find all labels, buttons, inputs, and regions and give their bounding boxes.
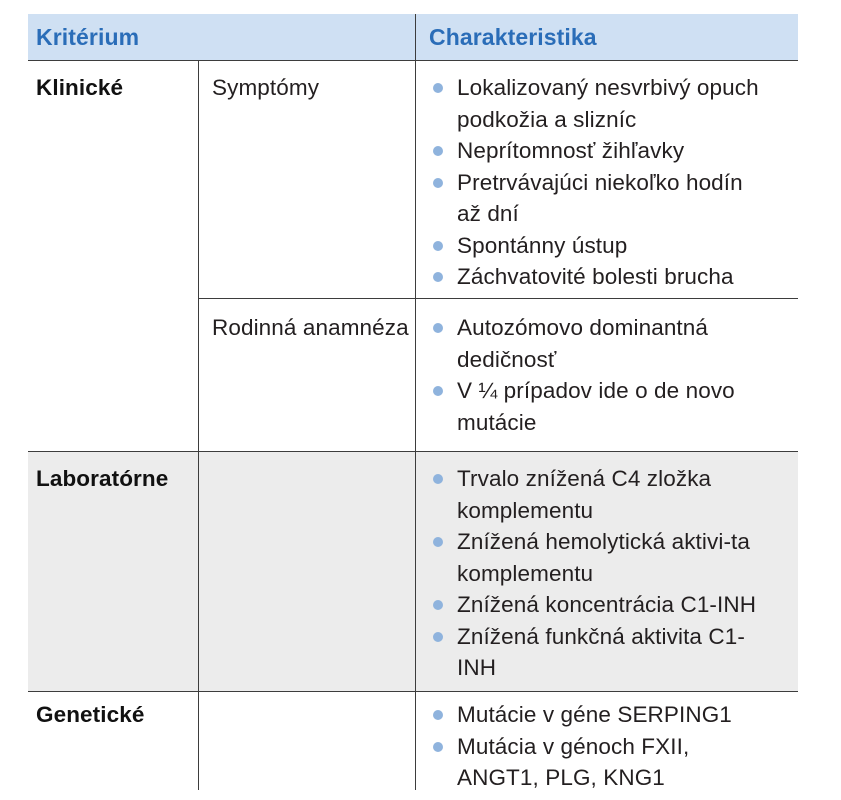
divider: [28, 691, 798, 692]
bullet-icon: [433, 632, 443, 642]
divider: [415, 14, 416, 790]
genetic-list: [429, 699, 769, 794]
bullet-icon: [433, 474, 443, 484]
list-item: Spontánny ústup: [429, 230, 769, 262]
divider: [198, 298, 798, 299]
bullet-icon: [433, 272, 443, 282]
bullet-icon: [433, 146, 443, 156]
bullet-icon: [433, 386, 443, 396]
divider: [198, 60, 199, 790]
list-item: Mutácia v génoch FXII, ANGT1, PLG, KNG1: [429, 731, 769, 794]
divider: [28, 451, 798, 452]
list-item: V ¼ prípadov ide o de novo mutácie: [429, 375, 769, 438]
bullet-icon: [433, 537, 443, 547]
family-history-list-cell: [429, 312, 769, 438]
bullet-icon: [433, 710, 443, 720]
laboratory-list-cell: [429, 463, 769, 684]
family-history-list: [429, 312, 769, 438]
header-characteristic: Charakteristika: [429, 24, 597, 50]
bullet-icon: [433, 178, 443, 188]
criterion-clinical: Klinické: [36, 75, 124, 100]
header-criterion: Kritérium: [36, 24, 140, 50]
table-row-laboratory: [28, 451, 798, 691]
list-item: Neprítomnosť žihľavky: [429, 135, 769, 167]
criterion-genetic: Genetické: [36, 702, 145, 727]
list-item: Znížená funkčná aktivita C1-INH: [429, 621, 769, 684]
genetic-list-cell: [429, 699, 769, 794]
list-item: Záchvatovité bolesti brucha: [429, 261, 769, 293]
subcriterion-family-history: Rodinná anamnéza: [212, 315, 409, 340]
criterion-laboratory: Laboratórne: [36, 466, 169, 491]
list-item: Mutácie v géne SERPING1: [429, 699, 769, 731]
list-item: Lokalizovaný nesvrbivý opuch podkožia a slizníc: [429, 72, 769, 135]
criteria-table: [28, 14, 798, 790]
bullet-icon: [433, 241, 443, 251]
bullet-icon: [433, 742, 443, 752]
laboratory-list: [429, 463, 769, 684]
bullet-icon: [433, 83, 443, 93]
bullet-icon: [433, 600, 443, 610]
table-row-clinical: [28, 60, 798, 451]
list-item: Autozómovo dominantná dedičnosť: [429, 312, 769, 375]
table-row-genetic: [28, 691, 798, 790]
list-item: Pretrvávajúci niekoľko hodín až dní: [429, 167, 769, 230]
symptoms-list-cell: [429, 72, 769, 293]
list-item: Trvalo znížená C4 zložka komplementu: [429, 463, 769, 526]
subcriterion-symptoms: Symptómy: [212, 75, 320, 100]
list-item: Znížená hemolytická aktivi-ta komplementu: [429, 526, 769, 589]
bullet-icon: [433, 323, 443, 333]
list-item: Znížená koncentrácia C1-INH: [429, 589, 769, 621]
table-header-row: [28, 14, 798, 60]
divider: [28, 60, 798, 61]
symptoms-list: [429, 72, 769, 293]
